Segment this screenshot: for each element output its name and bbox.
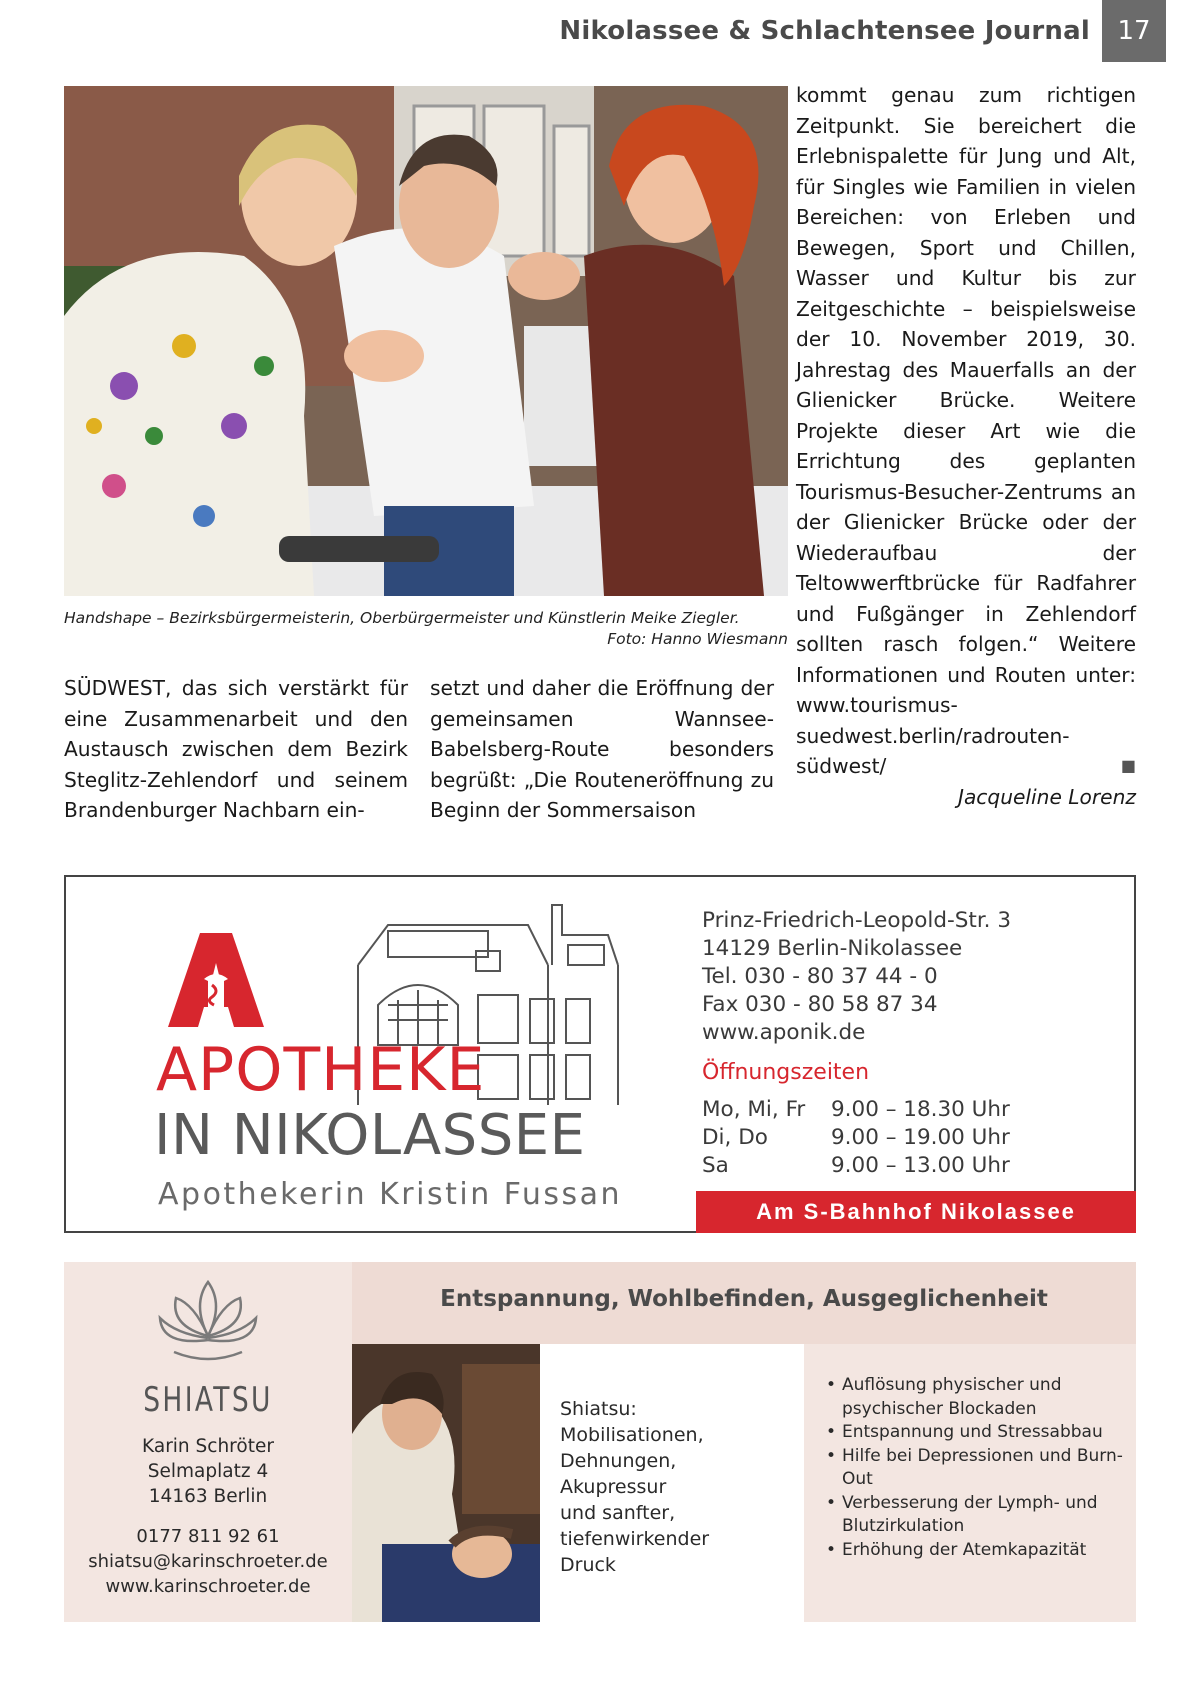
hours-time: 9.00 – 18.30 Uhr bbox=[831, 1097, 1010, 1122]
benefit-item: • Auflösung physischer und psychischer Blockaden bbox=[824, 1374, 1124, 1421]
photo-caption bbox=[64, 608, 788, 650]
description-line: Druck bbox=[560, 1554, 616, 1576]
description-line: Mobilisationen, bbox=[560, 1424, 704, 1446]
page-number: 17 bbox=[1102, 0, 1166, 62]
benefit-item: • Verbesserung der Lymph- und Blutzirkulation bbox=[824, 1492, 1124, 1539]
contact-phone: 0177 811 92 61 bbox=[136, 1526, 280, 1547]
shiatsu-contact bbox=[64, 1434, 352, 1509]
opening-hours-title: Öffnungszeiten bbox=[702, 1060, 870, 1085]
description-line: und sanfter, bbox=[560, 1502, 676, 1524]
article-column-1: SÜDWEST, das sich verstärkt für eine Zusammenarbeit und den Austausch zwischen dem Bezirk Steglitz-Zehlendorf und seinem Brandenburger Nachbarn ein- bbox=[64, 676, 408, 822]
hours-day: Di, Do bbox=[702, 1125, 768, 1150]
contact-website[interactable]: www.karinschroeter.de bbox=[105, 1576, 311, 1597]
address-website[interactable]: www.aponik.de bbox=[702, 1020, 866, 1045]
hours-day: Sa bbox=[702, 1153, 729, 1178]
benefit-item: • Entspannung und Stressabbau bbox=[824, 1421, 1124, 1445]
article-column-3 bbox=[796, 80, 1136, 812]
contact-name: Karin Schröter bbox=[142, 1436, 274, 1457]
hours-day: Mo, Mi, Fr bbox=[702, 1097, 806, 1122]
opening-hours bbox=[702, 1096, 1010, 1180]
description-line: Shiatsu: bbox=[560, 1398, 637, 1420]
apotheke-logo-icon bbox=[160, 923, 272, 1035]
end-mark: ■ bbox=[1120, 756, 1136, 775]
address-street: Prinz-Friedrich-Leopold-Str. 3 bbox=[702, 908, 1012, 933]
apotheke-name-line1: APOTHEKE bbox=[156, 1035, 486, 1105]
hours-row bbox=[702, 1124, 1010, 1152]
shiatsu-photo bbox=[352, 1344, 540, 1622]
apotheke-owner: Apothekerin Kristin Fussan bbox=[158, 1177, 623, 1212]
shiatsu-description-box bbox=[540, 1344, 804, 1622]
article-column-2: setzt und daher die Eröffnung der gemeinsamen Wannsee-Babelsberg-Route besonders begrüßt: „Die Routeneröffnung zu Beginn der Sommersaison bbox=[430, 676, 774, 822]
photo-credit: Foto: Hanno Wiesmann bbox=[607, 630, 788, 648]
article-author: Jacqueline Lorenz bbox=[957, 784, 1136, 809]
hours-row bbox=[702, 1096, 1010, 1124]
contact-email[interactable]: shiatsu@karinschroeter.de bbox=[88, 1551, 328, 1572]
shiatsu-headline: Entspannung, Wohlbefinden, Ausgeglichenheit bbox=[440, 1286, 1048, 1312]
article-photo bbox=[64, 86, 788, 596]
apotheke-name-line2: IN NIKOLASSEE bbox=[154, 1103, 586, 1168]
hours-time: 9.00 – 13.00 Uhr bbox=[831, 1153, 1010, 1178]
description-line: tiefenwirkender bbox=[560, 1528, 710, 1550]
shiatsu-benefits-list bbox=[824, 1374, 1124, 1562]
article-column-3-text: kommt genau zum richtigen Zeitpunkt. Sie bereichert die Erlebnispalette für Jung und Alt, für Singles wie Familien in vielen Bereichen: von Erleben und Bewegen, Sport und Chillen, Wasser und Kultur bis zur Zeitgeschichte – beispielsweise der 10. November 2019, 30. Jahrestag des Mauerfalls an der Glienicker Brücke. Weitere Projekte dieser Art wie die Errichtung des geplanten Tourismus-Besucher-Zentrums an der Glienicker Brücke oder der Wiederaufbau der Teltowwerftbrücke für Radfahrer und Fußgänger in Zehlendorf sollten rasch folgen.“ Weitere Informationen und Routen unter: www.tourismus-suedwest.berlin/radrouten-südwest/ bbox=[796, 83, 1136, 778]
shiatsu-header bbox=[352, 1262, 1136, 1344]
journal-title: Nikolassee & Schlachtensee Journal bbox=[559, 16, 1090, 46]
shiatsu-ad bbox=[64, 1262, 1136, 1622]
page-header bbox=[0, 0, 1200, 62]
location-banner: Am S-Bahnhof Nikolassee bbox=[696, 1191, 1136, 1233]
apotheke-ad bbox=[64, 875, 1136, 1233]
shiatsu-contact-details bbox=[64, 1524, 352, 1599]
benefit-item: • Erhöhung der Atemkapazität bbox=[824, 1539, 1124, 1563]
address-phone: Tel. 030 - 80 37 44 - 0 bbox=[702, 964, 938, 989]
address-city: 14129 Berlin-Nikolassee bbox=[702, 936, 963, 961]
address-fax: Fax 030 - 80 58 87 34 bbox=[702, 992, 938, 1017]
benefit-item: • Hilfe bei Depressionen und Burn-Out bbox=[824, 1445, 1124, 1492]
shiatsu-description bbox=[560, 1396, 709, 1578]
lotus-icon bbox=[154, 1274, 262, 1372]
shiatsu-brand: SHIATSU bbox=[143, 1380, 273, 1420]
caption-text: Handshape – Bezirksbürgermeisterin, Oberbürgermeister und Künstlerin Meike Ziegler. bbox=[64, 609, 740, 627]
contact-street: Selmaplatz 4 bbox=[147, 1461, 269, 1482]
hours-row bbox=[702, 1152, 1010, 1180]
description-line: Akupressur bbox=[560, 1476, 667, 1498]
apotheke-address bbox=[702, 907, 1011, 1047]
contact-city: 14163 Berlin bbox=[148, 1486, 268, 1507]
hours-time: 9.00 – 19.00 Uhr bbox=[831, 1125, 1010, 1150]
description-line: Dehnungen, bbox=[560, 1450, 677, 1472]
